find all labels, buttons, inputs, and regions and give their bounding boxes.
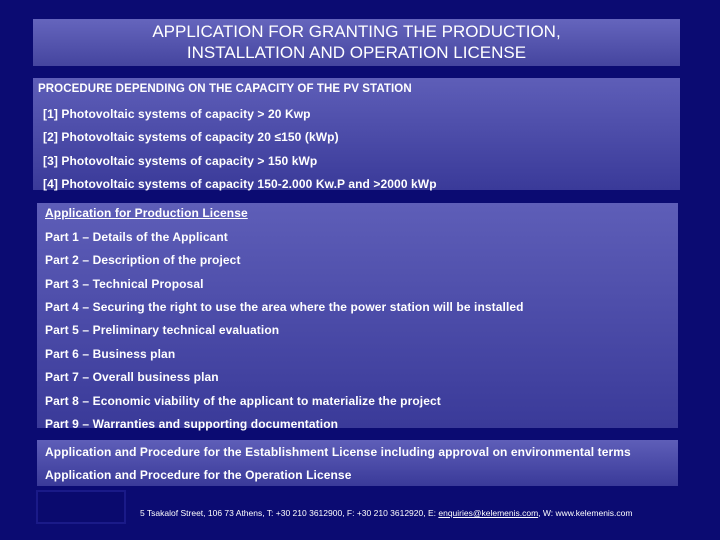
part-6: Part 6 – Business plan: [45, 347, 176, 361]
establishment-license-application: Application and Procedure for the Establishment License including approval on environmental terms: [45, 445, 631, 459]
procedure-item-3: [3] Photovoltaic systems of capacity > 150 kWp: [43, 154, 318, 168]
part-7: Part 7 – Overall business plan: [45, 370, 219, 384]
title-line-1: APPLICATION FOR GRANTING THE PRODUCTION,: [152, 22, 561, 41]
part-1: Part 1 – Details of the Applicant: [45, 230, 228, 244]
title-line-2: INSTALLATION AND OPERATION LICENSE: [186, 43, 527, 62]
footer-website: , W: www.kelemenis.com: [538, 508, 633, 518]
procedure-item-4: [4] Photovoltaic systems of capacity 150-2.000 Kw.P and >2000 kWp: [43, 177, 437, 191]
footer-address: 5 Tsakalof Street, 106 73 Athens, T: +30 210 3612900, F: +30 210 3612920, E:: [140, 508, 439, 518]
procedure-item-2: [2] Photovoltaic systems of capacity 20 ≤150 (kWp): [43, 130, 339, 144]
logo-box: [36, 490, 126, 524]
operation-license-application: Application and Procedure for the Operation License: [45, 468, 352, 482]
procedure-heading: PROCEDURE DEPENDING ON THE CAPACITY OF THE PV STATION: [38, 83, 412, 95]
part-8: Part 8 – Economic viability of the applicant to materialize the project: [45, 394, 441, 408]
part-9: Part 9 – Warranties and supporting documentation: [45, 417, 339, 431]
part-3: Part 3 – Technical Proposal: [45, 277, 204, 291]
part-2: Part 2 – Description of the project: [45, 253, 241, 267]
part-5: Part 5 – Preliminary technical evaluation: [45, 323, 280, 337]
footer-contact: [140, 508, 632, 518]
production-license-heading: Application for Production License: [45, 206, 248, 220]
procedure-item-1: [1] Photovoltaic systems of capacity > 20 Kwp: [43, 107, 311, 121]
part-4: Part 4 – Securing the right to use the area where the power station will be installed: [45, 300, 524, 314]
title-banner: [33, 19, 680, 66]
footer-email-link[interactable]: enquiries@kelemenis.com: [438, 508, 539, 518]
